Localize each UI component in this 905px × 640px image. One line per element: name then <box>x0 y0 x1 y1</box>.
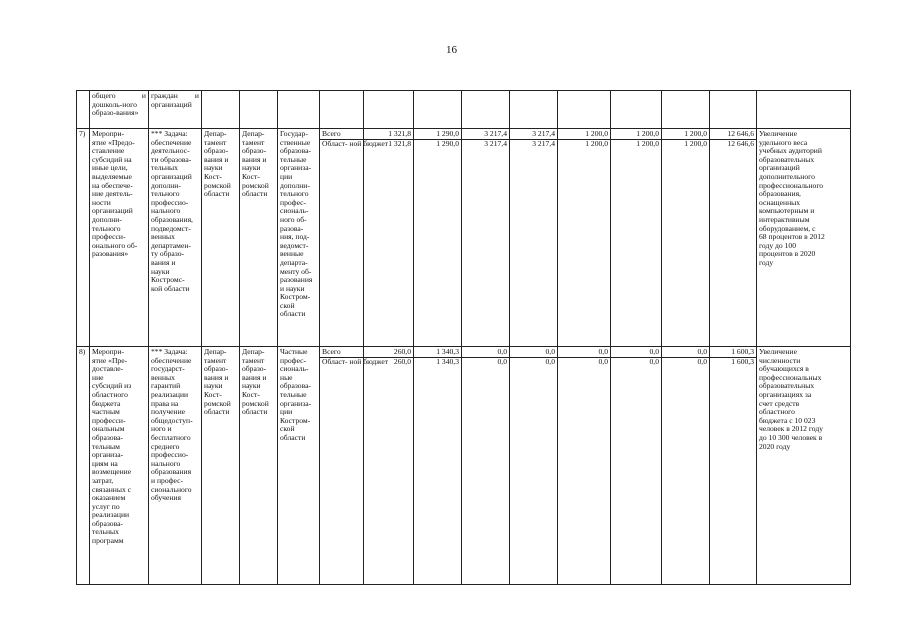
cell-empty <box>364 91 414 129</box>
value-regional: 1 200,0 <box>684 138 707 148</box>
cell-empty <box>320 91 364 129</box>
value-regional: 0,0 <box>497 356 507 366</box>
funding-sources <box>320 129 389 347</box>
table-row <box>77 129 851 347</box>
value-regional: 1 290,0 <box>436 138 459 148</box>
row-number: 8) <box>77 347 90 585</box>
value-total: 1 321,8 <box>364 130 413 140</box>
cell-empty <box>662 91 710 129</box>
value-regional: 260,0 <box>393 356 411 366</box>
table-row-continuation <box>77 91 851 129</box>
cell-empty <box>202 91 240 129</box>
value-total: 1 290,0 <box>414 130 461 140</box>
executor: Депар- тамент образо- вания и науки Кост- ромской области <box>202 129 240 347</box>
value-regional: 0,0 <box>545 356 555 366</box>
value-total: 12 646,6 <box>710 130 756 140</box>
value-total: 3 217,4 <box>510 130 557 140</box>
value-total: 0,0 <box>611 348 661 358</box>
value-total: 1 340,3 <box>414 348 461 358</box>
budget-manager: Депар- тамент образо- вания и науки Кост- ромской области <box>240 129 278 347</box>
page-number: 16 <box>446 44 457 56</box>
value-total: 1 200,0 <box>662 130 709 140</box>
value-total: 0,0 <box>462 348 509 358</box>
value-total: 0,0 <box>558 348 610 358</box>
cell-name-continued: общего и дошколь-ного образо-вания» <box>90 91 149 129</box>
value-regional: 0,0 <box>649 356 659 366</box>
value-regional: 1 200,0 <box>585 138 608 148</box>
value-cell <box>611 347 662 585</box>
program-table <box>76 90 851 585</box>
source-regional: Област- ной бюджет <box>322 138 389 148</box>
value-regional: 1 340,3 <box>436 356 459 366</box>
value-total: 0,0 <box>510 348 557 358</box>
cell-empty <box>710 91 757 129</box>
cell-empty <box>558 91 611 129</box>
value-cell <box>364 129 414 347</box>
value-regional: 0,0 <box>697 356 707 366</box>
expected-result: Увеличение удельного веса учебных аудиторий образовательных организаций дополнительного профессионального образования, оснащенных компьютерным и интерактивным оборудованием, с 68 процентов в 2012 году до 100 процентов в 2020 году <box>757 129 851 347</box>
cell-num-empty <box>77 91 90 129</box>
executor: Депар- тамент образо- вания и науки Кост- ромской области <box>202 347 240 585</box>
cell-empty <box>240 91 278 129</box>
recipient: Государ- ственные образова- тельные организа- ции дополни- тельного профес- сиональ- ного об- разова- ния, под- ведомст- венные департа- менту об- разования и науки Костром- ской области <box>278 129 320 347</box>
cell-empty <box>757 91 851 129</box>
value-regional: 1 200,0 <box>636 138 659 148</box>
expected-result: Увеличение численности обучающихся в профессиональных образовательных организациях за счет средств областного бюджета с 10 023 человек в 2012 году до 10 300 человек в 2020 году <box>757 347 851 585</box>
value-cell-sum <box>710 129 757 347</box>
value-regional: 3 217,4 <box>532 138 555 148</box>
value-regional: 1 321,8 <box>388 138 411 148</box>
value-cell <box>462 129 510 347</box>
value-total: 1 200,0 <box>611 130 661 140</box>
source-regional: Област- ной бюджет <box>322 356 389 366</box>
task-description: *** Задача: обеспечение государст- венных гарантий реализации права на получение общедоступ- ного и бесплатного среднего профессио- нального образования и профес- сионального обучения <box>149 347 202 585</box>
measure-name: Меропри- ятие «Предо- ставление субсидий на иные цели, выделяемые на обеспече- ние деятель- ности организаций дополни- тельного професси- онального об- разования» <box>90 129 149 347</box>
measure-name: Меропри- ятие «Пре- доставле- ние субсидий из областного бюджета частным професси- ональным образова- тельным организа- циям на возмещение затрат, связанных с оказанием услуг по реализации образова- тельных программ <box>90 347 149 585</box>
value-total: 1 200,0 <box>558 130 610 140</box>
recipient: Частные профес- сиональ- ные образова- тельные организа- ции Костром- ской области <box>278 347 320 585</box>
cell-task-continued: граждан и организаций <box>149 91 202 129</box>
value-regional: 1 600,3 <box>731 356 754 366</box>
value-cell <box>558 347 611 585</box>
value-cell <box>558 129 611 347</box>
value-total: 3 217,4 <box>462 130 509 140</box>
value-total: 260,0 <box>364 348 413 358</box>
funding-sources <box>320 347 389 585</box>
value-total: 1 600,3 <box>710 348 756 358</box>
value-cell <box>414 129 462 347</box>
value-cell <box>611 129 662 347</box>
cell-empty <box>611 91 662 129</box>
value-regional: 3 217,4 <box>484 138 507 148</box>
value-cell <box>510 129 558 347</box>
task-description: *** Задача: обеспечение деятельнос- ти образова- тельных организаций дополни- тельного профессио- нального образования, подведомст- венных департамен- ту образо- вания и науки Костромс- кой области <box>149 129 202 347</box>
value-cell <box>364 347 414 585</box>
budget-manager: Депар- тамент образо- вания и науки Кост- ромской области <box>240 347 278 585</box>
source-total: Всего <box>320 348 363 358</box>
value-cell <box>462 347 510 585</box>
value-cell-sum <box>710 347 757 585</box>
cell-empty <box>414 91 462 129</box>
cell-empty <box>278 91 320 129</box>
value-total: 0,0 <box>662 348 709 358</box>
value-cell <box>662 129 710 347</box>
value-cell <box>414 347 462 585</box>
cell-empty <box>462 91 510 129</box>
value-cell <box>662 347 710 585</box>
source-total: Всего <box>320 130 363 140</box>
cell-empty <box>510 91 558 129</box>
value-regional: 12 646,6 <box>727 138 754 148</box>
table-row <box>77 347 851 585</box>
value-cell <box>510 347 558 585</box>
row-number: 7) <box>77 129 90 347</box>
value-regional: 0,0 <box>598 356 608 366</box>
